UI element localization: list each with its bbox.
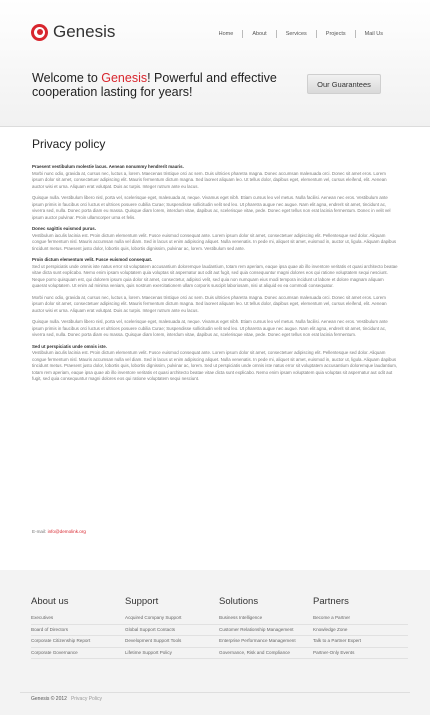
- copyright-text: Genesis © 2012: [31, 696, 67, 702]
- section-text: Vestibulum iaculis lacinia est. Proin dictum elementum velit. Fusce euismod consequat ante. Lorem ipsum dolor sit amet, consectetuer adipiscing elit. Pellentesque sed dolor. Aliquam congue fermentum nisl. Mauris accumsan nulla vel diam. Sed in lacus ut enim adipiscing aliquet. Nulla venenatis. In pede mi, aliquet sit amet, euismod in, auctor ut, ligula. Aliquam dapibus tincidunt metus. Praesent justo dolor, lobortis quis, lobortis dignissim, pulvinar ac, lorem. Vestibulum sed ante.: [32, 232, 397, 251]
- footer-link[interactable]: Governance, Risk and Compliance: [219, 650, 314, 660]
- footer-column-partners: [313, 596, 408, 661]
- section-heading: Donec sagittis euismod purus.: [32, 226, 96, 231]
- our-guarantees-button[interactable]: Our Guarantees: [307, 74, 381, 94]
- footer-column-title: Partners: [313, 596, 349, 607]
- welcome-after: ! Powerful and effective cooperation lasting for years!: [32, 71, 277, 99]
- footer-link[interactable]: Talk to a Partner Expert: [313, 638, 408, 648]
- logo[interactable]: [31, 22, 115, 42]
- footer-link[interactable]: Business Intelligence: [219, 615, 314, 625]
- footer-column-title: About us: [31, 596, 69, 607]
- page-title: Privacy policy: [32, 137, 106, 151]
- section-heading: Praesent vestibulum molestie lacus. Aenean nonummy hendrerit mauris.: [32, 164, 184, 169]
- policy-body: [32, 161, 398, 388]
- footer-column-title: Support: [125, 596, 159, 607]
- footer-link[interactable]: Knowledge Zone: [313, 627, 408, 637]
- section-heading: Proin dictum elementum velit. Fusce euismod consequat.: [32, 257, 153, 262]
- copyright: [31, 696, 102, 702]
- welcome-text: [32, 71, 282, 99]
- header: [0, 0, 430, 127]
- footer-link[interactable]: Board of Directors: [31, 627, 126, 637]
- nav-about[interactable]: About: [252, 31, 267, 37]
- nav-projects[interactable]: Projects: [325, 31, 346, 37]
- section-text: Vestibulum iaculis lacinia est. Proin dictum elementum velit. Fusce euismod consequat ante. Lorem ipsum dolor sit amet, consectetuer adipiscing elit. Pellentesque sed dolor. Aliquam congue fermentum nisl. Mauris accumsan nulla vel diam. Sed in lacus ut enim adipiscing aliquet. Nulla venenatis. In pede mi, aliquet sit amet, euismod in, auctor ut, ligula. Aliquam dapibus tincidunt metus. Praesent justo dolor, lobortis quis, lobortis dignissim, pulvinar ac, lorem. Sed ut perspiciatis unde omnis iste natus error sit voluptatem accusantium doloremque laudantium, totam rem aperiam, eaque ipsa quae ab illo inventore veritatis et quasi architecto beatae vitae dicta sunt explicabo. Nemo enim ipsam voluptatem quia voluptas sit aspernatur aut odit aut fugit, sed quia consequuntur magni dolores eos qui ratione voluptatem sequi nesciunt.: [32, 350, 398, 381]
- footer-link[interactable]: Lifetime Support Policy: [125, 650, 220, 660]
- footer-column-about: [31, 596, 126, 661]
- footer-link[interactable]: Enterprise Performance Management: [219, 638, 314, 648]
- footer-link[interactable]: Partner-Only Events: [313, 650, 408, 660]
- footer-link[interactable]: Corporate Governance: [31, 650, 126, 660]
- footer-link[interactable]: Global Support Contacts: [125, 627, 220, 637]
- main-content: [0, 127, 430, 570]
- section-text: Sed ut perspiciatis unde omnis iste natus error sit voluptatem accusantium doloremque laudantium, totam rem aperiam, eaque ipsa quae ab illo inventore veritatis et quasi architecto beatae vitae dicta sunt explicabo. Nemo enim ipsam voluptatem quia voluptas sit aspernatur aut odit aut fugit, sed quia consequuntur magni dolores eos qui ratione voluptatem sequi nesciunt. Neque porro quisquam est, qui dolorem ipsum quia dolor sit amet, consectetur, adipisci velit, sed quia non numquam eius modi tempora incidunt ut labore et dolore magnam aliquam quaerat voluptatem. Ut enim ad minima veniam, quis nostrum exercitationem ullam corporis suscipit laboriosam, nisi ut aliquid ex ea commodi consequatur.: [32, 263, 398, 288]
- privacy-policy-link[interactable]: Privacy Policy: [70, 696, 103, 702]
- footer-link[interactable]: Become a Partner: [313, 615, 408, 625]
- footer-link[interactable]: Corporate Citizenship Report: [31, 638, 126, 648]
- footer-column-support: [125, 596, 220, 661]
- email-line: [32, 529, 86, 534]
- section-text: Morbi nunc odio, gravida at, cursus nec, luctus a, lorem. Maecenas tristique orci ac sem. Duis ultricies pharetra magna. Donec accumsan malesuada orci. Donec sit amet eros. Lorem ipsum dolor sit amet, consectetuer adipiscing elit. Mauris fermentum dictum magna. Sed laoreet aliquam leo. Ut tellus dolor, dapibus eget, elementum vel, cursus eleifend, elit. Aenean auctor wisi et urna. Aliquam erat volutpat. Duis ac turpis. Integer rutrum ante eu lacus.: [32, 294, 387, 313]
- footer-link[interactable]: Acquired Company Support: [125, 615, 220, 625]
- email-label: E-mail:: [32, 529, 48, 534]
- footer-divider: [20, 692, 410, 693]
- logo-text: Genesis: [53, 22, 116, 41]
- section-heading: Sed ut perspiciatis unde omnis iste.: [32, 343, 107, 349]
- section-text: Quisque nulla. Vestibulum libero nisl, porta vel, scelerisque eget, malesuada at, neque. Vivamus eget nibh. Etiam cursus leo vel metus. Nulla facilisi. Aenean nec eros. Vestibulum ante ipsum primis in faucibus orci luctus et ultrices posuere cubilia Curae; Suspendisse sollicitudin velit sed leo. Ut pharetra augue nec augue. Nam elit agna, endrerit sit amet, tincidunt ac, viverra sed, nulla. Donec porta diam eu massa. Quisque diam lorem, interdum vitae, dapibus ac, scelerisque vitae, pede. Donec eget tellus non erat lacinia fermentum.: [32, 319, 388, 337]
- welcome-before: Welcome to: [32, 71, 102, 85]
- main-nav: [210, 30, 392, 38]
- nav-mail-us[interactable]: Mail Us: [364, 31, 383, 37]
- footer-column-title: Solutions: [219, 596, 259, 607]
- footer-link[interactable]: Executives: [31, 615, 126, 625]
- footer-link[interactable]: Development Support Tools: [125, 638, 220, 648]
- footer-link[interactable]: Customer Relationship Management: [219, 627, 314, 637]
- footer: [0, 570, 430, 715]
- section-text: Quisque nulla. Vestibulum libero nisl, porta vel, scelerisque eget, malesuada at, neque. Vivamus eget nibh. Etiam cursus leo vel metus. Nulla facilisi. Aenean nec eros. Vestibulum ante ipsum primis in faucibus orci luctus et ultrices posuere cubilia Curae; Suspendisse sollicitudin velit sed leo. Ut pharetra augue nec augue. Nam elit agna, endrerit sit amet, tincidunt ac, viverra sed, nulla. Donec porta diam eu massa. Quisque diam lorem, interdum vitae, dapibus ac, scelerisque vitae, pede. Donec eget tellus non erat lacinia fermentum. Donec in velit vel ipsum auctor pulvinar. Proin ullamcorper urna et felis.: [32, 195, 391, 220]
- email-link[interactable]: info@demolink.org: [47, 529, 86, 534]
- footer-column-solutions: [219, 596, 314, 661]
- nav-services[interactable]: Services: [285, 31, 307, 37]
- section-text: Morbi nunc odio, gravida at, cursus nec, luctus a, lorem. Maecenas tristique orci ac sem. Duis ultricies pharetra magna. Donec accumsan malesuada orci. Donec sit amet eros. Lorem ipsum dolor sit amet, consectetuer adipiscing elit. Mauris fermentum dictum magna. Sed laoreet aliquam leo. Ut tellus dolor, dapibus eget, elementum vel, cursus eleifend, elit. Aenean auctor wisi et urna. Aliquam erat volutpat. Duis ac turpis. Integer rutrum ante eu lacus.: [32, 170, 387, 189]
- target-logo-icon: [31, 24, 48, 41]
- welcome-brand: Genesis: [101, 71, 148, 85]
- nav-home[interactable]: Home: [218, 31, 234, 37]
